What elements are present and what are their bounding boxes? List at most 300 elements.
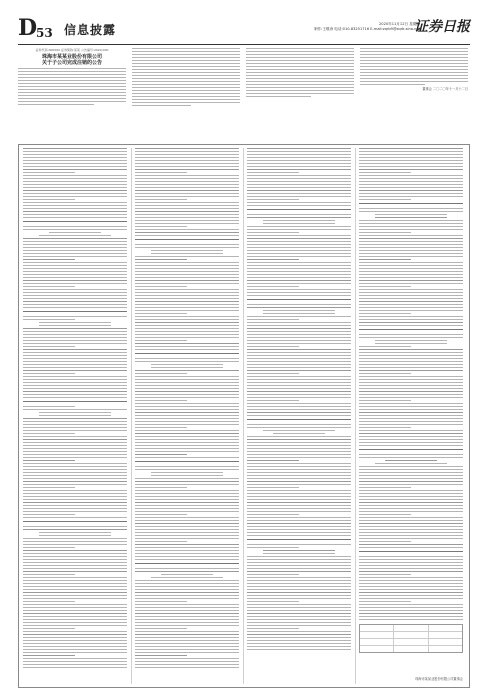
text-line xyxy=(247,355,351,356)
text-line xyxy=(247,256,351,257)
text-line xyxy=(359,226,463,227)
text-line xyxy=(23,352,127,353)
text-line xyxy=(359,523,463,524)
text-line xyxy=(23,244,127,245)
text-line xyxy=(247,526,351,527)
text-line xyxy=(135,508,239,509)
text-line xyxy=(23,442,127,443)
text-line xyxy=(359,244,463,245)
text-line xyxy=(23,433,75,434)
text-line xyxy=(359,322,463,323)
text-line xyxy=(135,532,239,533)
text-line xyxy=(135,448,239,449)
text-line xyxy=(23,406,75,407)
text-line xyxy=(135,526,239,527)
text-line xyxy=(359,529,463,530)
text-line xyxy=(247,274,351,275)
text-line xyxy=(247,148,351,149)
text-line xyxy=(359,478,463,479)
text-line xyxy=(23,517,127,518)
text-line xyxy=(247,202,351,203)
text-line xyxy=(23,286,75,287)
text-line xyxy=(247,580,351,581)
text-line xyxy=(23,478,127,479)
text-line xyxy=(23,667,127,668)
text-line xyxy=(359,259,411,260)
text-line xyxy=(359,403,463,404)
text-line xyxy=(23,526,127,527)
text-line xyxy=(359,253,463,254)
text-line xyxy=(23,298,127,299)
text-line xyxy=(135,283,239,284)
text-line xyxy=(135,646,239,647)
text-line xyxy=(247,349,351,350)
text-line xyxy=(247,268,351,269)
text-line xyxy=(135,334,239,335)
text-line xyxy=(359,337,463,338)
text-line xyxy=(23,208,127,209)
text-line xyxy=(247,262,351,263)
text-line xyxy=(23,469,127,470)
table-cell xyxy=(429,646,462,652)
text-line xyxy=(247,628,299,629)
text-line xyxy=(247,394,351,395)
text-line xyxy=(135,295,239,296)
text-line xyxy=(135,265,239,266)
main-col-3 xyxy=(247,148,351,684)
text-line xyxy=(151,253,224,254)
text-line xyxy=(23,160,127,161)
text-line xyxy=(23,616,127,617)
text-line xyxy=(135,505,239,506)
text-line xyxy=(247,253,351,254)
text-line xyxy=(23,274,127,275)
text-line xyxy=(135,499,239,500)
text-line xyxy=(359,160,463,161)
text-line xyxy=(247,196,351,197)
text-line xyxy=(135,547,239,548)
text-line xyxy=(247,517,351,518)
text-line xyxy=(23,337,127,338)
text-line xyxy=(23,508,127,509)
text-line xyxy=(23,184,127,185)
text-line xyxy=(23,460,75,461)
text-line xyxy=(359,319,463,320)
text-line xyxy=(375,343,448,344)
text-line xyxy=(359,433,463,434)
table-row xyxy=(360,646,462,652)
text-line xyxy=(359,271,463,272)
text-line xyxy=(23,655,75,656)
text-line xyxy=(247,556,351,557)
text-line xyxy=(247,568,351,569)
text-line xyxy=(247,529,351,530)
text-line xyxy=(247,190,351,191)
text-line xyxy=(23,562,127,563)
text-line xyxy=(23,361,127,362)
section-divider xyxy=(135,239,239,240)
text-line xyxy=(247,565,351,566)
text-line xyxy=(23,148,127,149)
text-line xyxy=(135,385,239,386)
text-line xyxy=(359,439,463,440)
text-line xyxy=(23,151,127,152)
text-line xyxy=(359,514,411,515)
text-line xyxy=(359,334,463,335)
text-line xyxy=(247,364,351,365)
text-line xyxy=(359,211,463,212)
text-line xyxy=(23,202,127,203)
text-line xyxy=(247,352,351,353)
section-divider xyxy=(247,299,351,300)
text-line xyxy=(359,364,463,365)
text-line xyxy=(135,286,187,287)
text-line xyxy=(135,274,239,275)
text-line xyxy=(247,520,351,521)
text-line xyxy=(23,193,127,194)
text-line xyxy=(135,469,239,470)
text-line xyxy=(23,172,75,173)
text-line xyxy=(359,430,463,431)
text-line xyxy=(247,340,351,341)
text-line xyxy=(359,415,463,416)
text-line xyxy=(359,583,463,584)
text-line xyxy=(247,247,351,248)
text-line xyxy=(135,652,239,653)
text-line xyxy=(273,433,325,434)
text-line xyxy=(135,430,239,431)
text-line xyxy=(151,250,224,251)
text-line xyxy=(247,469,351,470)
text-line xyxy=(247,361,351,362)
text-line xyxy=(23,256,127,257)
text-line xyxy=(23,538,127,539)
text-line xyxy=(359,295,463,296)
main-col-2 xyxy=(135,148,239,684)
text-line xyxy=(23,559,127,560)
text-line xyxy=(135,568,239,569)
text-line xyxy=(23,370,127,371)
text-line xyxy=(135,535,239,536)
text-line xyxy=(247,307,351,308)
text-line xyxy=(135,424,239,425)
top-col-2 xyxy=(132,48,240,136)
text-line xyxy=(135,217,239,218)
text-line xyxy=(385,460,437,461)
text-line xyxy=(247,532,351,533)
text-line xyxy=(247,475,351,476)
text-line xyxy=(359,292,463,293)
text-line xyxy=(359,166,463,167)
text-line xyxy=(359,193,463,194)
text-line xyxy=(359,220,463,221)
text-line xyxy=(23,613,127,614)
text-line xyxy=(359,151,463,152)
text-line xyxy=(247,514,299,515)
text-line xyxy=(135,490,239,491)
text-line xyxy=(23,598,127,599)
text-line xyxy=(23,262,127,263)
section-divider xyxy=(23,221,127,222)
text-line xyxy=(247,445,351,446)
text-line xyxy=(23,217,127,218)
section-divider xyxy=(247,419,351,420)
text-line xyxy=(135,517,239,518)
text-line xyxy=(247,226,351,227)
table-row xyxy=(360,639,462,646)
text-line xyxy=(23,586,127,587)
text-line xyxy=(23,376,127,377)
text-line xyxy=(247,619,351,620)
text-line xyxy=(247,379,351,380)
text-line xyxy=(247,505,351,506)
top-signature: 董事会 二〇二〇年十一月十二日 xyxy=(422,87,468,91)
top-col-4 xyxy=(360,48,468,136)
text-line xyxy=(135,148,239,149)
text-line xyxy=(247,598,351,599)
text-line xyxy=(135,346,239,347)
text-line xyxy=(135,481,239,482)
main-signature: 珠海市某某业股份有限公司董事会 xyxy=(415,677,463,681)
text-line xyxy=(247,214,351,215)
text-line xyxy=(247,325,351,326)
text-line xyxy=(23,418,127,419)
text-line xyxy=(135,181,239,182)
text-line xyxy=(247,574,299,575)
text-line xyxy=(23,607,127,608)
text-line xyxy=(23,565,127,566)
text-line xyxy=(23,346,75,347)
section-divider xyxy=(247,209,351,210)
text-line xyxy=(135,478,239,479)
text-line xyxy=(359,277,463,278)
text-line xyxy=(135,376,239,377)
text-line xyxy=(247,643,351,644)
text-line xyxy=(247,376,351,377)
text-line xyxy=(135,166,239,167)
text-line xyxy=(247,490,351,491)
text-line xyxy=(135,328,239,329)
text-line xyxy=(359,577,463,578)
text-line xyxy=(23,157,127,158)
text-line xyxy=(247,346,299,347)
table-cell xyxy=(394,639,428,645)
text-line xyxy=(135,610,239,611)
text-line xyxy=(359,586,463,587)
text-line xyxy=(23,328,127,329)
text-line xyxy=(135,316,239,317)
text-line xyxy=(23,409,127,410)
text-line xyxy=(247,193,351,194)
text-line xyxy=(247,238,351,239)
text-line xyxy=(359,196,463,197)
text-line xyxy=(247,637,351,638)
text-line xyxy=(23,265,127,266)
text-line xyxy=(23,259,75,260)
text-line xyxy=(359,436,463,437)
text-line xyxy=(23,457,127,458)
text-line xyxy=(247,586,351,587)
text-line xyxy=(135,664,239,665)
text-line xyxy=(247,151,351,152)
text-line xyxy=(23,463,127,464)
text-line xyxy=(247,169,351,170)
text-line xyxy=(23,544,127,545)
text-line xyxy=(247,292,351,293)
text-line xyxy=(23,388,127,389)
text-line xyxy=(247,646,351,647)
section-title: 信息披露 xyxy=(64,23,117,37)
text-line xyxy=(359,517,463,518)
text-line xyxy=(247,154,351,155)
text-line xyxy=(135,427,187,428)
text-line xyxy=(135,616,239,617)
text-line xyxy=(359,604,463,605)
text-line xyxy=(135,655,187,656)
text-line xyxy=(135,586,239,587)
text-line xyxy=(135,598,239,599)
text-line xyxy=(247,280,351,281)
text-line xyxy=(135,604,239,605)
text-line xyxy=(359,388,463,389)
text-line xyxy=(23,574,75,575)
text-line xyxy=(23,577,127,578)
text-line xyxy=(247,544,351,545)
text-line xyxy=(135,307,239,308)
text-line xyxy=(23,175,127,176)
code-line: 证券代码:000000 证券简称:某某 公告编号:2020-000 xyxy=(35,48,109,52)
text-line xyxy=(135,589,239,590)
text-line xyxy=(359,532,463,533)
text-line xyxy=(359,268,463,269)
text-line xyxy=(135,514,187,515)
text-line xyxy=(247,172,299,173)
text-line xyxy=(359,427,411,428)
text-line xyxy=(23,253,127,254)
text-line xyxy=(135,412,239,413)
text-line xyxy=(135,454,187,455)
text-line xyxy=(359,397,463,398)
text-line xyxy=(359,490,463,491)
text-line xyxy=(23,529,127,530)
text-line xyxy=(359,280,463,281)
text-line xyxy=(135,196,239,197)
text-line xyxy=(359,496,463,497)
text-line xyxy=(135,184,239,185)
text-line xyxy=(359,367,463,368)
text-line xyxy=(247,400,299,401)
text-line xyxy=(23,379,127,380)
text-line xyxy=(135,667,239,668)
text-line xyxy=(23,307,127,308)
text-line xyxy=(359,610,463,611)
text-line xyxy=(23,571,127,572)
text-line xyxy=(359,229,463,230)
text-line xyxy=(247,622,351,623)
text-line xyxy=(359,232,411,233)
section-divider xyxy=(23,401,127,402)
text-line xyxy=(359,346,411,347)
text-line xyxy=(247,388,351,389)
text-line xyxy=(135,442,239,443)
text-line xyxy=(247,631,351,632)
text-line xyxy=(135,190,239,191)
text-line xyxy=(23,661,127,662)
text-line xyxy=(23,439,127,440)
text-line xyxy=(247,391,351,392)
text-line xyxy=(135,529,239,530)
text-line xyxy=(359,163,463,164)
text-line xyxy=(135,298,239,299)
text-line xyxy=(135,595,239,596)
top-col-1 xyxy=(18,48,126,136)
text-line xyxy=(247,487,299,488)
text-line xyxy=(359,178,463,179)
text-line xyxy=(135,400,187,401)
text-line xyxy=(247,583,351,584)
text-line xyxy=(247,412,351,413)
text-line xyxy=(23,451,127,452)
text-line xyxy=(359,535,463,536)
text-line xyxy=(359,199,411,200)
text-line xyxy=(359,598,463,599)
text-line xyxy=(135,256,239,257)
section-divider xyxy=(359,551,463,552)
text-line xyxy=(23,250,127,251)
text-line xyxy=(247,649,351,650)
text-line xyxy=(359,562,463,563)
text-line xyxy=(135,643,239,644)
text-line xyxy=(375,217,448,218)
text-line xyxy=(23,640,127,641)
text-line xyxy=(39,412,112,413)
text-line xyxy=(359,286,411,287)
text-line xyxy=(247,436,351,437)
text-line xyxy=(23,496,127,497)
text-line xyxy=(247,181,351,182)
text-line xyxy=(359,484,463,485)
text-line xyxy=(135,244,239,245)
text-line xyxy=(23,295,127,296)
text-line xyxy=(135,232,239,233)
text-line xyxy=(247,295,351,296)
text-line xyxy=(23,316,127,317)
text-line xyxy=(23,436,127,437)
text-line xyxy=(23,454,127,455)
text-line xyxy=(359,505,463,506)
text-line xyxy=(359,457,463,458)
text-line xyxy=(23,511,127,512)
text-line xyxy=(359,571,463,572)
text-line xyxy=(359,511,463,512)
section-divider xyxy=(135,461,239,462)
text-line xyxy=(247,277,351,278)
top-notice-block xyxy=(18,48,470,138)
text-line xyxy=(23,331,127,332)
text-line xyxy=(23,247,127,248)
text-line xyxy=(23,637,127,638)
text-line xyxy=(23,367,127,368)
text-line xyxy=(247,265,351,266)
section-divider xyxy=(23,521,127,522)
text-line xyxy=(23,625,127,626)
text-line xyxy=(23,604,127,605)
text-line xyxy=(359,412,463,413)
text-line xyxy=(23,292,127,293)
text-line xyxy=(151,475,224,476)
text-line xyxy=(135,622,239,623)
text-line xyxy=(359,454,463,455)
